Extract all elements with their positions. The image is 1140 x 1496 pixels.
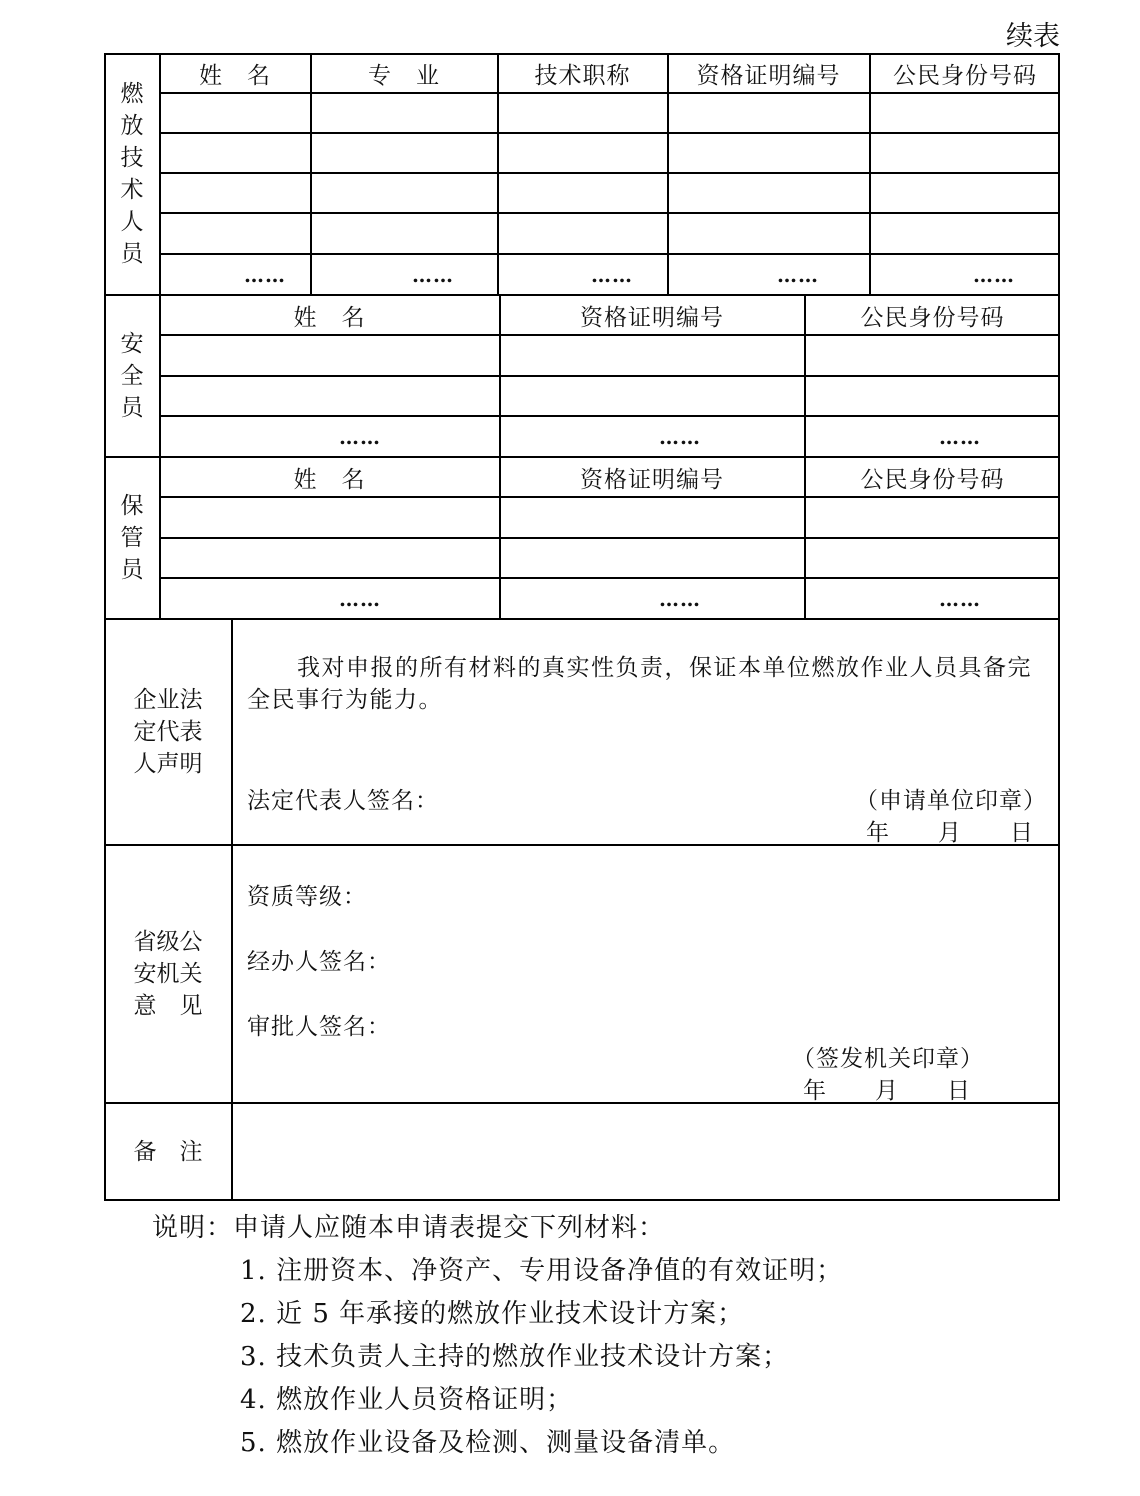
header-citizen-id: 公民身份号码	[860, 466, 1005, 493]
notes-item: 2. 近 5 年承接的燃放作业技术设计方案；	[240, 1299, 745, 1329]
header-certificate-number: 资格证明编号	[696, 62, 841, 89]
header-specialty: 专 业	[368, 62, 440, 89]
header-name: 姓 名	[293, 304, 366, 331]
remarks-field[interactable]	[233, 1104, 1058, 1200]
row-line	[160, 375, 1060, 377]
row-line	[160, 537, 1060, 539]
section-label-char: 燃	[120, 80, 144, 107]
ellipsis: ……	[339, 587, 381, 611]
ellipsis: ……	[244, 263, 286, 287]
ellipsis: ……	[939, 587, 981, 611]
ellipsis: ……	[339, 425, 381, 449]
declaration-date[interactable]: 年 月 日	[866, 820, 1034, 846]
ellipsis: ……	[973, 263, 1015, 287]
continuation-label: 续表	[1006, 21, 1060, 52]
header-citizen-id: 公民身份号码	[860, 304, 1005, 331]
section-label-char: 技	[120, 144, 144, 171]
provincial-opinion-label: 省级公安机关意 见	[133, 929, 203, 1019]
notes-item: 3. 技术负责人主持的燃放作业技术设计方案；	[240, 1342, 790, 1372]
legal-rep-signature-field[interactable]: 法定代表人签名：	[247, 788, 439, 814]
section-label-char: 管	[120, 524, 144, 551]
section-label-char: 保	[120, 492, 144, 519]
ellipsis: ……	[659, 425, 701, 449]
section-label-char: 安	[120, 330, 144, 357]
ellipsis: ……	[659, 587, 701, 611]
ellipsis: ……	[777, 263, 819, 287]
header-certificate-number: 资格证明编号	[580, 304, 724, 331]
custodian-label	[104, 457, 160, 618]
notes-item: 4. 燃放作业人员资格证明；	[240, 1385, 574, 1415]
section-label-char: 员	[120, 394, 144, 421]
approver-signature-field[interactable]: 审批人签名：	[247, 1014, 391, 1040]
legal-rep-statement: 我对申报的所有材料的真实性负责，保证本单位燃放作业人员具备完全民事行为能力。	[247, 655, 1032, 713]
issuing-authority-seal-label: （签发机关印章）	[792, 1046, 984, 1072]
row-line	[160, 132, 1060, 134]
ellipsis: ……	[939, 425, 981, 449]
safety-officer-label	[104, 295, 160, 456]
technical-personnel-label	[104, 53, 160, 294]
section-label-char: 人	[120, 208, 144, 235]
section-label-char: 放	[120, 112, 144, 139]
ellipsis: ……	[591, 263, 633, 287]
notes-intro: 说明：申请人应随本申请表提交下列材料：	[152, 1213, 666, 1243]
qualification-level-field[interactable]: 资质等级：	[247, 884, 367, 910]
section-label-char: 术	[120, 176, 144, 203]
header-name: 姓 名	[293, 466, 366, 493]
section-label-char: 员	[120, 556, 144, 583]
header-technical-title: 技术职称	[534, 62, 631, 89]
header-certificate-number: 资格证明编号	[580, 466, 724, 493]
approval-date[interactable]: 年 月 日	[803, 1078, 971, 1104]
ellipsis: ……	[412, 263, 454, 287]
section-label-char: 员	[120, 240, 144, 267]
remarks-label: 备 注	[133, 1139, 203, 1165]
section-label-char: 全	[120, 362, 144, 389]
header-name: 姓 名	[199, 62, 271, 89]
handler-signature-field[interactable]: 经办人签名：	[247, 949, 391, 975]
notes-item: 5. 燃放作业设备及检测、测量设备清单。	[240, 1428, 736, 1458]
header-citizen-id: 公民身份号码	[893, 62, 1037, 89]
legal-rep-declaration-label: 企业法定代表人声明	[133, 687, 203, 777]
row-line	[160, 172, 1060, 174]
row-line	[160, 212, 1060, 214]
applicant-seal-label: （申请单位印章）	[855, 788, 1047, 814]
notes-item: 1. 注册资本、净资产、专用设备净值的有效证明；	[240, 1256, 844, 1286]
